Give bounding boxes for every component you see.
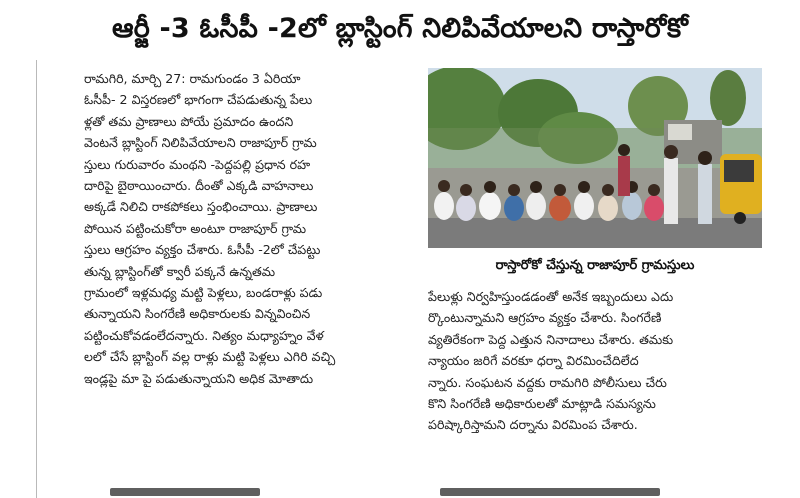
article-line: స్తులు ఆగ్రహం వ్యక్తం చేశారు. ఓసీపీ -2లో చేపట్టు [84,242,321,258]
article-line: దారిపై బైఠాయించారు. దీంతో ఎక్కడి వాహనాలు [84,178,314,194]
article-line: రామగిరి, మార్చి 27: రామగుండం 3 ఏరియా [84,71,301,86]
article-line: ర్కొంటున్నామని ఆగ్రహం వ్యక్తం చేశారు. సింగరేణి [428,310,662,326]
article-line: తున్న బ్లాస్టింగ్‌తో క్వారీ పక్కనే ఉన్నతమ [84,263,276,279]
article-line: వ్యతిరేకంగా పెద్ద ఎత్తున నినాదాలు చేశారు. తమకు [428,331,674,347]
article-line: న్నారు. సంఘటన వద్దకు రామగిరి పోలీసులు చేరు [428,374,667,390]
article-line: ళ్లతో తమ ప్రాణాలు పోయే ప్రమాదం ఉందని [84,113,294,129]
article-line: వెంటనే బ్లాస్టింగ్ నిలిపివేయాలని రాజాపూర్ గ్రామ [84,135,317,151]
article-line: కొని సింగరేణి అధికారులతో మాట్లాడి సమస్యను [428,396,656,412]
photo-caption: రాస్తారోకో చేస్తున్న రాజాపూర్ గ్రామస్తులు [495,258,695,273]
article-line: పేలుళ్లు నిర్వహిస్తుండడంతో అనేక ఇబ్బందులు ఎదు [428,289,674,304]
cropped-text-fragment [110,488,260,496]
article-line: అక్కడే నిలిచి రాకపోకలు స్తంభించాయి. ప్రాణాలు [84,199,318,215]
article-line: పోయిన పట్టించుకోరా అంటూ రాజాపూర్ గ్రామ [84,220,307,236]
headline: ఆర్జీ -3 ఓసీపీ -2లో బ్లాస్టింగ్ నిలిపివేయాలని రాస్తారోకో [111,13,689,44]
article-right-column [428,286,762,436]
article-line: న్యాయం జరిగే వరకూ ధర్నా విరమించేదిలేద [428,353,639,369]
article-left-column [84,68,414,389]
article-line: స్తులు గురువారం మంథని -పెద్దపల్లి ప్రధాన రహ [84,156,311,172]
protest-photo [428,68,762,248]
article-line: పట్టించుకోవడంలేదన్నారు. నిత్యం మధ్యాహ్నం వేళ [84,327,324,343]
protest-photo-illustration [428,68,762,248]
cropped-text-fragment [440,488,660,496]
article-line: తున్నాయని సింగరేణి అధికారులకు విన్నవించిన [84,306,311,322]
article-line: పరిష్కారిస్తామని దర్నాను విరమింప చేశారు. [428,417,638,433]
article-line: ఓసీపీ- 2 విస్తరణలో భాగంగా చేపడుతున్న పేలు [84,92,313,108]
article-line: ఇండ్లపై మా పై పడుతున్నాయని అధిక మోతాదు [84,370,314,386]
article-line: గ్రామంలో ఇళ్లమధ్య మట్టి పెళ్లలు, బండరాళ్లు పడు [84,285,323,301]
column-divider [36,60,37,498]
article-line: లలో చేసే బ్లాస్టింగ్ వల్ల రాళ్లు మట్టి పెళ్లలు ఎగిరి వచ్చి [84,349,336,365]
